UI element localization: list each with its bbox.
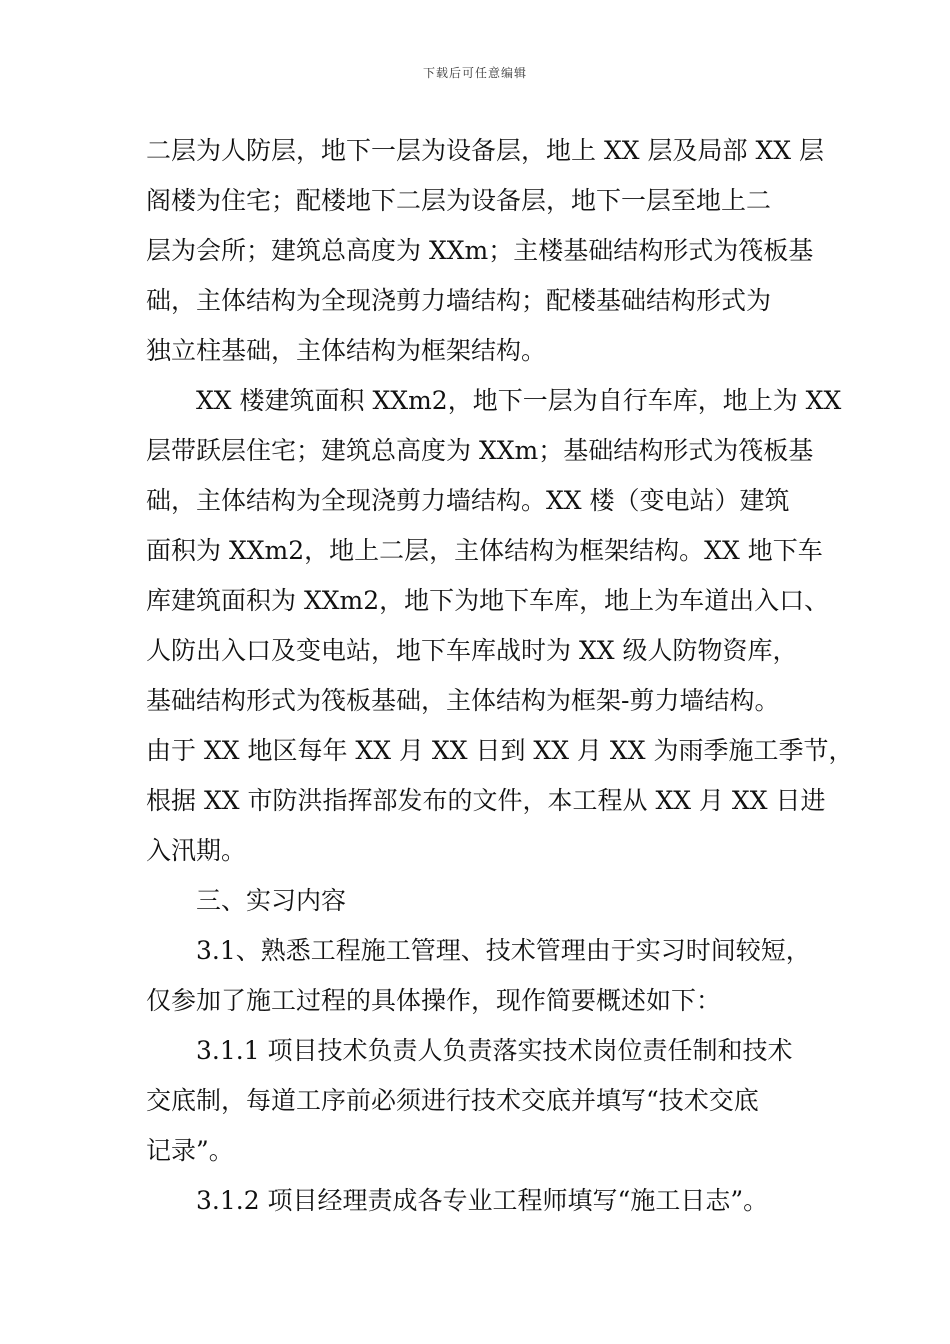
text-line: 库建筑面积为 XXm2，地下为地下车库，地上为车道出入口、 <box>146 586 830 615</box>
text-line: 入汛期。 <box>146 836 247 865</box>
text-line: 层带跃层住宅；建筑总高度为 XXm；基础结构形式为筏板基 <box>146 436 814 465</box>
text-line: 仅参加了施工过程的具体操作，现作简要概述如下： <box>146 986 722 1015</box>
paragraph-start-line: 3.1.2 项目经理责成各专业工程师填写“施工日志”。 <box>196 1186 769 1215</box>
text-line: 由于 XX 地区每年 XX 月 XX 日到 XX 月 XX 为雨季施工季节， <box>146 736 854 765</box>
section-heading: 三、实习内容 <box>196 886 347 915</box>
text-line: 层为会所；建筑总高度为 XXm；主楼基础结构形式为筏板基 <box>146 236 814 265</box>
text-line: 础，主体结构为全现浇剪力墙结构。XX 楼（变电站）建筑 <box>146 486 790 515</box>
text-line: 阁楼为住宅；配楼地下二层为设备层，地下一层至地上二 <box>146 186 772 215</box>
text-line: 独立柱基础，主体结构为框架结构。 <box>146 336 547 365</box>
text-line: 根据 XX 市防洪指挥部发布的文件，本工程从 XX 月 XX 日进 <box>146 786 826 815</box>
paragraph-start-line: 3.1.1 项目技术负责人负责落实技术岗位责任制和技术 <box>196 1036 793 1065</box>
text-line: 二层为人防层，地下一层为设备层，地上 XX 层及局部 XX 层 <box>146 136 824 165</box>
text-line: 础，主体结构为全现浇剪力墙结构；配楼基础结构形式为 <box>146 286 772 315</box>
paragraph-start-line: 3.1、熟悉工程施工管理、技术管理由于实习时间较短， <box>196 936 811 965</box>
text-line: 基础结构形式为筏板基础，主体结构为框架-剪力墙结构。 <box>146 686 780 715</box>
document-body <box>146 126 854 1226</box>
text-line: 面积为 XXm2，地上二层，主体结构为框架结构。XX 地下车 <box>146 536 823 565</box>
text-line: 人防出入口及变电站，地下车库战时为 XX 级人防物资库， <box>146 636 798 665</box>
text-line: 记录”。 <box>146 1136 234 1165</box>
paragraph-start-line: XX 楼建筑面积 XXm2，地下一层为自行车库，地上为 XX <box>196 386 842 415</box>
text-line: 交底制，每道工序前必须进行技术交底并填写“技术交底 <box>146 1086 759 1115</box>
page-header-note: 下载后可任意编辑 <box>422 66 527 80</box>
